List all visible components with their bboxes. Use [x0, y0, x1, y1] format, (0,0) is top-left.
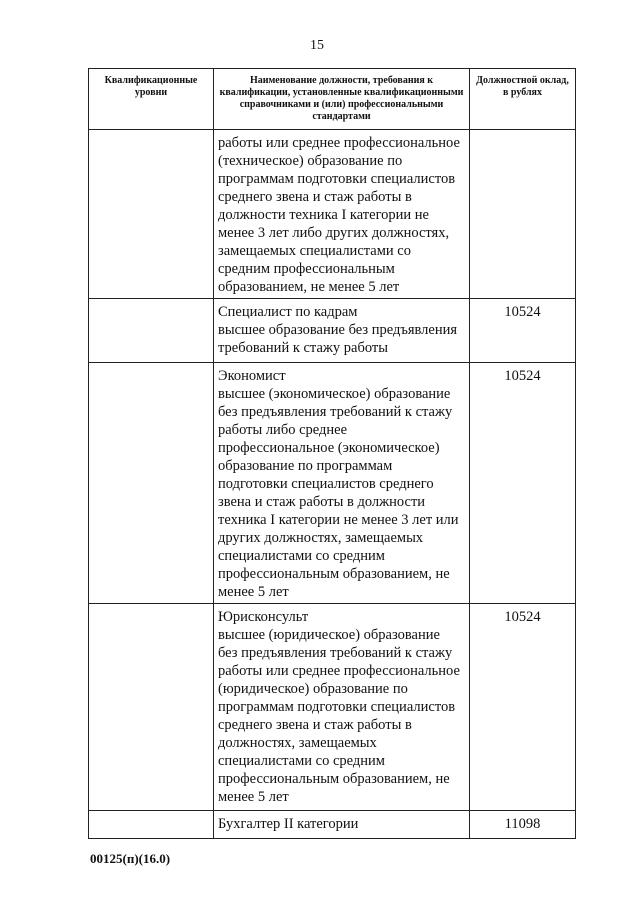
description-line: высшее (юридическое) образование [218, 627, 440, 643]
description-line: средним профессиональным [218, 261, 395, 277]
description-line: высшее (экономическое) образование [218, 386, 451, 402]
salary-cell: 10524 [470, 299, 576, 363]
description-line: среднего звена и стаж работы в [218, 189, 412, 205]
description-line: работы либо среднее [218, 422, 348, 438]
description-line: менее 5 лет [218, 584, 289, 600]
description-line: требований к стажу работы [218, 340, 388, 356]
position-title: Юрисконсульт [218, 609, 309, 625]
description-cell [214, 604, 470, 811]
description-line: программам подготовки специалистов [218, 699, 456, 715]
salary-cell [470, 130, 576, 299]
description-line: специалистами со средним [218, 548, 385, 564]
description-line: высшее образование без предъявления [218, 322, 458, 338]
header-position-requirements: Наименование должности, требования к квалификации, установленные квалификационными справочниками и (или) профессиональными стандартами [214, 69, 470, 130]
level-cell [89, 299, 214, 363]
position-title: Специалист по кадрам [218, 304, 358, 320]
description-cell [214, 811, 470, 839]
description-line: (юридическое) образование по [218, 681, 408, 697]
salary-cell: 10524 [470, 604, 576, 811]
description-line: звена и стаж работы в должности [218, 494, 426, 510]
description-line: специалистами со средним [218, 753, 385, 769]
description-line: техника I категории не менее 3 лет или [218, 512, 459, 528]
description-cell [214, 363, 470, 604]
description-line: подготовки специалистов среднего [218, 476, 434, 492]
description-line: должности техника I категории не [218, 207, 429, 223]
page-number: 15 [310, 38, 324, 53]
position-title: Экономист [218, 368, 286, 384]
header-salary: Должностной оклад, в рублях [470, 69, 576, 130]
table-row [89, 363, 576, 604]
salary-cell: 10524 [470, 363, 576, 604]
table-row [89, 130, 576, 299]
level-cell [89, 130, 214, 299]
header-levels: Квалификационные уровни [89, 69, 214, 130]
description-line: без предъявления требований к стажу [218, 404, 453, 420]
table-header-row [89, 69, 576, 130]
description-line: работы или среднее профессиональное [218, 135, 460, 151]
description-line: профессиональным образованием, не [218, 771, 450, 787]
qualification-table [88, 68, 576, 839]
description-line: без предъявления требований к стажу [218, 645, 453, 661]
description-line: замещаемых специалистами со [218, 243, 411, 259]
description-line: среднего звена и стаж работы в [218, 717, 412, 733]
description-cell [214, 130, 470, 299]
description-line: программам подготовки специалистов [218, 171, 456, 187]
description-line: менее 3 лет либо других должностях, [218, 225, 450, 241]
table-row [89, 811, 576, 839]
description-line: других должностях, замещаемых [218, 530, 424, 546]
position-title: Бухгалтер II категории [218, 816, 359, 832]
table-row [89, 604, 576, 811]
description-line: должностях, замещаемых [218, 735, 377, 751]
table-row [89, 299, 576, 363]
description-line: образование по программам [218, 458, 393, 474]
description-line: образованием, не менее 5 лет [218, 279, 400, 295]
description-cell [214, 299, 470, 363]
document-code: 00125(п)(16.0) [90, 851, 171, 866]
level-cell [89, 811, 214, 839]
description-line: (техническое) образование по [218, 153, 403, 169]
salary-cell: 11098 [470, 811, 576, 839]
description-line: менее 5 лет [218, 789, 289, 805]
description-line: профессиональным образованием, не [218, 566, 450, 582]
level-cell [89, 363, 214, 604]
level-cell [89, 604, 214, 811]
description-line: профессиональное (экономическое) [218, 440, 440, 456]
description-line: работы или среднее профессиональное [218, 663, 460, 679]
